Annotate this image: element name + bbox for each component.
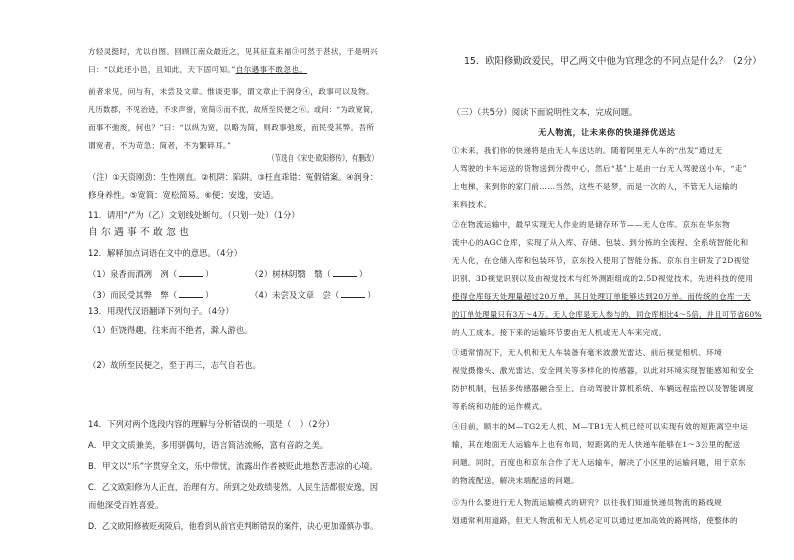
article-line: 上电梯，来到你的家门前……当然，这些不是梦，而是一次的人，不管无人运输的 [452, 182, 738, 191]
q14-option: B．甲文以“乐”字贯穿全文，乐中带忧，流露出作者被贬此地愁苦悲凉的心境。 [88, 461, 378, 471]
question-12: 12．解释加点词语在文中的意思。（4分） [88, 248, 243, 258]
article-title: 无人物流，让未来你的快递择优送达 [538, 127, 676, 137]
question-13: 13．用现代汉语翻译下列句子。（4分） [88, 306, 234, 316]
question-11: 11．请用“/”为（乙）文划线处断句。（只划一处）（1分） [88, 210, 300, 220]
question-14: 14．下列对两个选段内容的理解与分析错误的一项是（ ）（2分） [88, 419, 335, 429]
q13-item: （1）佢饶得趣，往来而不绝者，滁人游也。 [88, 325, 253, 335]
article-line: 无人化，在仓储入库和包装环节，京东投入使用了智能分拣。京东自主研发了2D视觉 [452, 256, 750, 265]
q14-option: D．乙文欧阳修被贬夷陵后，他看到从前官吏判断错误的案件，决心更加谨慎办事。 [88, 521, 378, 531]
notes-line: （注）①天资刚劲：生性刚直。②机阱：陷阱。③枉直乖错：冤假错案。④润身： [88, 172, 379, 182]
q14-option: A．甲文文质兼美，多用骈偶句，语言简洁流畅，富有音韵之美。 [88, 440, 329, 450]
answer-blank[interactable] [179, 267, 203, 277]
answer-blank[interactable] [179, 288, 203, 298]
article-line: 流中心的AGC仓库，实现了从入库、存储、包装、到分拣的全流程、全系统智能化和 [452, 238, 749, 247]
question-15: 15．欧阳修勤政爱民，甲乙两文中他为官理念的不同点是什么？（2分） [464, 56, 762, 67]
article-line: 输，其在地面无人运输车上也有布局，短距离的无人快递车能够在1～3公里的配送 [452, 440, 741, 449]
q12-row: （3）而民受其弊 弊（ ） （4）未尝及文章 尝（ ） [88, 290, 376, 300]
notes-line: 修身养性。⑤宽简：宽松简易。⑥便：安逸，安适。 [88, 190, 279, 200]
article-line: 识别、3D视觉识别以及由视觉技术与红外测距组成的2.5D视觉技术。先进科技的使用 [452, 274, 754, 283]
q14-option: 而他深受百姓喜爱。 [88, 500, 164, 510]
article-line: 等系统和功能的运作模式。 [452, 402, 548, 411]
q11-sentence: 自尔遇事不敢忽也 [88, 227, 192, 238]
passage-line: 前者求见，问与有，未尝及文章。惟谈吏事，谓文章止于润身④，政事可以及物。 [88, 87, 374, 96]
answer-blank[interactable] [341, 288, 365, 298]
article-line: ⑤为什么要进行无人物流运输模式的研究？以往我们知道快递员物流的路线规 [452, 498, 723, 507]
article-line: 人驾驶的卡车运送的货物送到分拨中心，然后“基”上是由一台无人驾驶送小车，“走” [452, 164, 747, 173]
article-line: 的订单处理量只有3万～4万。无人仓库是无人参与的，同仓库相比4～5倍，并且可节省60% [452, 310, 762, 319]
article-line: 使得仓库每天处理量超过20万单，其日处理订单能够达到20万单。而传统的仓库一天 [452, 292, 751, 301]
article-line: 视觉摄像头、激光雷达、安全网关等多样化的传感器，以此对环境实现智能感知和安全 [452, 366, 754, 375]
article-line: 防护机制，包括多传感器融合至上、自动驾驶计算机系统、车辆远程监控以及智能调度 [452, 384, 754, 393]
passage-line: 方轻灵挺时，尤以自图。回顾江南众最近之，见其征直来福③可然于甚状，于是明兴 [88, 47, 378, 56]
passage-text: 曰：“以此还小邑，且知此，天下固可知。” [88, 65, 236, 74]
article-line: ②在物流运输中，最早实现无人作业的是储存环节——无人仓库。京东在华东物 [452, 220, 731, 229]
q13-item: （2）故所至民便之，至于再三，志气自若也。 [88, 360, 261, 370]
section-heading: （三）（共5分）阅读下面说明性文本，完成问题。 [452, 107, 638, 117]
article-line: ①未来，我们你的快递将是由无人车送达的。随着阿里无人车的“出发”通过无 [452, 146, 723, 155]
article-line: 的物流配送，解决末端配送的问题。 [452, 476, 580, 485]
source-citation: （节选自《宋史·欧阳修传》，有删改） [268, 153, 378, 163]
answer-blank[interactable] [333, 267, 357, 277]
article-line: 的人工成本。接下来的运输环节要由无人机或无人车来完成。 [452, 328, 667, 337]
passage-line: 谓宽者，不为苛急；简者，不为繁碎耳。” [88, 141, 232, 150]
passage-line: 凡历数郡，不见治迹，不求声誉，宽简⑤而不扰，故所至民便之⑥。或问：“为政宽简， [88, 105, 379, 114]
passage-line [88, 64, 307, 76]
article-line: ③通常情况下，无人机和无人车装备有毫米波激光雷达、前后视觉相机、环境 [452, 348, 723, 357]
article-line: 来料技术。 [452, 200, 492, 209]
q14-option: C．乙文欧阳修为人正直，治理有方。所到之处政绩斐然，人民生活都很安逸，因 [88, 482, 378, 492]
article-line: 问题。同时，百度也和京东合作了无人运输车，解决了小区里的运输问题，用于京东 [452, 458, 746, 467]
passage-line: 而事不弛废，何也？”曰：“以纵为宽，以略为简，则政事弛废，而民受其弊。吾所 [88, 123, 375, 132]
underlined-sentence: 自尔遇事不敢忽也。 [235, 65, 308, 74]
q12-row: （1）泉香而酒冽 冽（ ） （2）树林阴翳 翳（ ） [88, 269, 368, 279]
article-line: 划通常利用道路，但无人物流和无人机必定可以通过更加高效的路网络，使整体的 [452, 516, 738, 525]
article-line: ④目前，顺丰的M—TG2无人机、M—TB1无人机已经可以实现有效的短距离空中运 [452, 422, 749, 431]
